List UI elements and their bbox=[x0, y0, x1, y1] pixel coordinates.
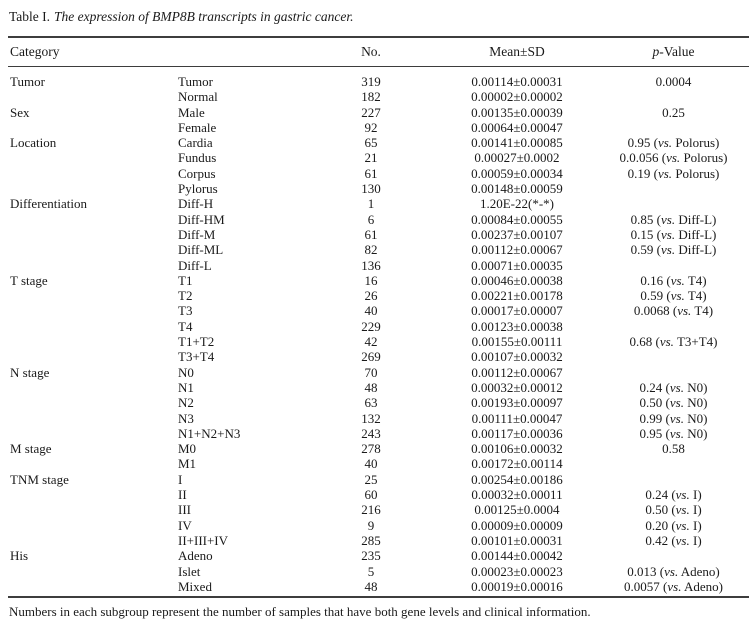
mean-sd-cell: 1.20E-22(*-*) bbox=[479, 196, 554, 212]
subcategory-cell: Tumor bbox=[178, 74, 213, 89]
subcategory-cell: N1 bbox=[178, 379, 194, 395]
table-row bbox=[8, 89, 749, 104]
p-value-cell: 0.95 (vs. Polorus) bbox=[627, 135, 720, 151]
table-row bbox=[8, 380, 749, 395]
subcategory-cell: T1+T2 bbox=[178, 334, 215, 350]
subcategory-cell: Male bbox=[178, 104, 205, 120]
table-row bbox=[8, 120, 749, 135]
p-value-cell: 0.50 (vs. N0) bbox=[639, 395, 708, 411]
mean-sd-cell: 0.00123±0.00038 bbox=[471, 318, 563, 334]
category-cell bbox=[8, 334, 178, 349]
count-cell: 61 bbox=[364, 165, 378, 181]
mean-sd-cell: 0.00125±0.0004 bbox=[474, 502, 560, 518]
table-row bbox=[8, 181, 749, 196]
mean-sd-cell: 0.00027±0.0002 bbox=[474, 150, 560, 166]
category-cell bbox=[8, 120, 178, 135]
subcategory-cell: M0 bbox=[178, 441, 197, 457]
p-value-cell: 0.95 (vs. N0) bbox=[639, 425, 708, 441]
p-value-cell: 0.85 (vs. Diff-L) bbox=[630, 211, 717, 227]
mean-sd-cell: 0.00107±0.00032 bbox=[471, 349, 563, 365]
table-row bbox=[8, 196, 749, 211]
count-cell: 60 bbox=[364, 487, 378, 503]
p-value-cell: 0.68 (vs. T3+T4) bbox=[629, 334, 718, 350]
table-title-text: The expression of BMP8B transcripts in gastric cancer. bbox=[54, 9, 354, 24]
p-value-cell bbox=[598, 258, 749, 273]
subcategory-cell: N1+N2+N3 bbox=[178, 425, 241, 441]
mean-sd-cell: 0.00019±0.00016 bbox=[471, 578, 563, 594]
category-cell bbox=[8, 319, 178, 334]
count-cell: 65 bbox=[364, 135, 378, 151]
table-row bbox=[8, 411, 749, 426]
table-row bbox=[8, 212, 749, 227]
subcategory-cell: Female bbox=[178, 119, 217, 135]
table-row bbox=[8, 395, 749, 410]
table-row bbox=[8, 426, 749, 441]
table-row bbox=[8, 288, 749, 303]
header-mean-sd: Mean±SD bbox=[489, 44, 545, 59]
category-cell bbox=[8, 212, 178, 227]
table-title bbox=[9, 9, 354, 25]
count-cell: 82 bbox=[364, 242, 378, 258]
subcategory-cell: M1 bbox=[178, 456, 197, 472]
count-cell: 235 bbox=[361, 548, 381, 564]
mean-sd-cell: 0.00023±0.00023 bbox=[471, 563, 563, 579]
mean-sd-cell: 0.00002±0.00002 bbox=[471, 89, 563, 105]
subcategory-cell: Fundus bbox=[178, 150, 217, 166]
p-value-cell bbox=[598, 120, 749, 135]
p-value-cell: 0.19 (vs. Polorus) bbox=[627, 165, 720, 181]
category-cell: M stage bbox=[10, 441, 52, 457]
count-cell: 278 bbox=[361, 441, 381, 457]
mean-sd-cell: 0.00254±0.00186 bbox=[471, 471, 563, 487]
subcategory-cell: Diff-H bbox=[178, 196, 214, 212]
data-table bbox=[8, 36, 749, 598]
count-cell: 182 bbox=[361, 89, 381, 105]
p-value-cell: 0.58 bbox=[662, 441, 685, 457]
mean-sd-cell: 0.00172±0.00114 bbox=[471, 456, 563, 472]
mean-sd-cell: 0.00032±0.00011 bbox=[471, 487, 563, 503]
category-cell: His bbox=[10, 548, 29, 564]
mean-sd-cell: 0.00112±0.00067 bbox=[471, 242, 563, 258]
p-value-cell: 0.24 (vs. I) bbox=[645, 487, 702, 503]
category-cell bbox=[8, 380, 178, 395]
category-cell bbox=[8, 411, 178, 426]
table-row bbox=[8, 242, 749, 257]
p-value-cell: 0.59 (vs. Diff-L) bbox=[630, 242, 717, 258]
p-value-cell bbox=[598, 349, 749, 364]
mean-sd-cell: 0.00155±0.00111 bbox=[471, 334, 563, 350]
subcategory-cell: Islet bbox=[178, 563, 201, 579]
mean-sd-cell: 0.00221±0.00178 bbox=[471, 288, 563, 304]
count-cell: 48 bbox=[364, 379, 378, 395]
p-value-cell bbox=[598, 472, 749, 487]
count-cell: 21 bbox=[364, 150, 378, 166]
count-cell: 269 bbox=[361, 349, 381, 365]
table-row bbox=[8, 518, 749, 533]
category-cell: Sex bbox=[10, 104, 30, 120]
mean-sd-cell: 0.00135±0.00039 bbox=[471, 104, 563, 120]
p-value-cell: 0.0068 (vs. T4) bbox=[633, 303, 714, 319]
category-cell bbox=[8, 487, 178, 502]
category-cell: N stage bbox=[10, 364, 50, 380]
mean-sd-cell: 0.00111±0.00047 bbox=[471, 410, 563, 426]
table-row bbox=[8, 349, 749, 364]
mean-sd-cell: 0.00064±0.00047 bbox=[471, 119, 563, 135]
table-row bbox=[8, 135, 749, 150]
header-category: Category bbox=[10, 44, 60, 59]
category-cell bbox=[8, 349, 178, 364]
count-cell: 9 bbox=[367, 517, 375, 533]
count-cell: 5 bbox=[367, 563, 375, 579]
count-cell: 1 bbox=[367, 196, 375, 212]
category-cell bbox=[8, 166, 178, 181]
p-value-cell: 0.013 (vs. Adeno) bbox=[627, 563, 720, 579]
table-footnote: Numbers in each subgroup represent the number of samples that have both gene levels and clinical information. bbox=[9, 604, 591, 619]
table-row bbox=[8, 227, 749, 242]
subcategory-cell: Mixed bbox=[178, 578, 212, 594]
p-value-cell: 0.42 (vs. I) bbox=[645, 532, 702, 548]
subcategory-cell: T3+T4 bbox=[178, 349, 215, 365]
mean-sd-cell: 0.00144±0.00042 bbox=[471, 548, 563, 564]
table-row bbox=[8, 319, 749, 334]
header-p-italic: p bbox=[652, 44, 660, 59]
table-row bbox=[8, 472, 749, 487]
subcategory-cell: N0 bbox=[178, 364, 194, 380]
p-value-cell: 0.25 bbox=[662, 104, 685, 120]
category-cell bbox=[8, 579, 178, 594]
count-cell: 63 bbox=[364, 395, 378, 411]
table-title-label: Table I. bbox=[9, 9, 51, 24]
mean-sd-cell: 0.00009±0.00009 bbox=[471, 517, 563, 533]
p-value-cell: 0.50 (vs. I) bbox=[645, 502, 702, 518]
p-value-cell: 0.59 (vs. T4) bbox=[640, 288, 707, 304]
mean-sd-cell: 0.00071±0.00035 bbox=[471, 257, 563, 273]
subcategory-cell: I bbox=[178, 471, 183, 487]
count-cell: 16 bbox=[364, 272, 378, 288]
p-value-cell bbox=[598, 319, 749, 334]
table-row bbox=[8, 105, 749, 120]
subcategory-cell: II bbox=[178, 487, 187, 503]
count-cell: 136 bbox=[361, 257, 381, 273]
category-cell bbox=[8, 242, 178, 257]
count-cell: 25 bbox=[364, 471, 378, 487]
table-row bbox=[8, 441, 749, 456]
table-row bbox=[8, 579, 749, 594]
mean-sd-cell: 0.00017±0.00007 bbox=[471, 303, 563, 319]
p-value-cell bbox=[598, 89, 749, 104]
subcategory-cell: III bbox=[178, 502, 191, 518]
table-row bbox=[8, 166, 749, 181]
subcategory-cell: Diff-HM bbox=[178, 211, 225, 227]
subcategory-cell: Diff-M bbox=[178, 226, 216, 242]
category-cell: T stage bbox=[10, 272, 48, 288]
count-cell: 92 bbox=[364, 119, 378, 135]
table-bottom-rule bbox=[8, 596, 749, 598]
p-value-cell: 0.99 (vs. N0) bbox=[639, 410, 708, 426]
table-body bbox=[8, 67, 749, 596]
mean-sd-cell: 0.00193±0.00097 bbox=[471, 395, 563, 411]
table-row bbox=[8, 258, 749, 273]
subcategory-cell: II+III+IV bbox=[178, 532, 229, 548]
p-value-cell: 0.20 (vs. I) bbox=[645, 517, 702, 533]
table-row bbox=[8, 150, 749, 165]
category-cell bbox=[8, 533, 178, 548]
p-value-cell: 0.16 (vs. T4) bbox=[640, 272, 707, 288]
table-row bbox=[8, 533, 749, 548]
category-cell bbox=[8, 288, 178, 303]
count-cell: 48 bbox=[364, 578, 378, 594]
mean-sd-cell: 0.00112±0.00067 bbox=[471, 364, 563, 380]
count-cell: 70 bbox=[364, 364, 378, 380]
subcategory-cell: Corpus bbox=[178, 165, 216, 181]
p-value-cell: 0.15 (vs. Diff-L) bbox=[630, 226, 717, 242]
mean-sd-cell: 0.00106±0.00032 bbox=[471, 441, 563, 457]
p-value-cell bbox=[598, 365, 749, 380]
subcategory-cell: N3 bbox=[178, 410, 194, 426]
mean-sd-cell: 0.00148±0.00059 bbox=[471, 181, 563, 197]
p-value-cell bbox=[598, 548, 749, 563]
category-cell bbox=[8, 426, 178, 441]
count-cell: 227 bbox=[361, 104, 381, 120]
table-row bbox=[8, 273, 749, 288]
count-cell: 42 bbox=[364, 334, 378, 350]
header-p-rest: -Value bbox=[659, 44, 695, 59]
category-cell bbox=[8, 502, 178, 517]
mean-sd-cell: 0.00141±0.00085 bbox=[471, 135, 563, 151]
count-cell: 40 bbox=[364, 456, 378, 472]
subcategory-cell: Diff-L bbox=[178, 257, 212, 273]
p-value-cell: 0.0004 bbox=[655, 74, 692, 89]
mean-sd-cell: 0.00059±0.00034 bbox=[471, 165, 563, 181]
header-no: No. bbox=[361, 44, 381, 59]
table-row bbox=[8, 564, 749, 579]
count-cell: 229 bbox=[361, 318, 381, 334]
p-value-cell: 0.24 (vs. N0) bbox=[639, 379, 708, 395]
subcategory-cell: IV bbox=[178, 517, 192, 533]
table-header-row bbox=[8, 38, 749, 66]
count-cell: 285 bbox=[361, 532, 381, 548]
subcategory-cell: Diff-ML bbox=[178, 242, 224, 258]
count-cell: 130 bbox=[361, 181, 381, 197]
table-row bbox=[8, 502, 749, 517]
p-value-cell: 0.0.056 (vs. Polorus) bbox=[619, 150, 728, 166]
category-cell bbox=[8, 89, 178, 104]
category-cell bbox=[8, 181, 178, 196]
category-cell: Location bbox=[10, 135, 57, 151]
category-cell bbox=[8, 395, 178, 410]
table-row bbox=[8, 487, 749, 502]
mean-sd-cell: 0.00046±0.00038 bbox=[471, 272, 563, 288]
table-row bbox=[8, 456, 749, 471]
subcategory-cell: Pylorus bbox=[178, 181, 218, 197]
mean-sd-cell: 0.00237±0.00107 bbox=[471, 226, 563, 242]
p-value-cell bbox=[598, 181, 749, 196]
category-cell: Tumor bbox=[10, 74, 45, 89]
p-value-cell: 0.0057 (vs. Adeno) bbox=[624, 578, 723, 594]
count-cell: 26 bbox=[364, 288, 378, 304]
mean-sd-cell: 0.00084±0.00055 bbox=[471, 211, 563, 227]
category-cell: TNM stage bbox=[10, 471, 69, 487]
subcategory-cell: Cardia bbox=[178, 135, 213, 151]
category-cell bbox=[8, 518, 178, 533]
header-p-value bbox=[598, 44, 749, 60]
mean-sd-cell: 0.00101±0.00031 bbox=[471, 532, 563, 548]
subcategory-cell: Normal bbox=[178, 89, 218, 105]
count-cell: 6 bbox=[367, 211, 375, 227]
category-cell bbox=[8, 150, 178, 165]
category-cell bbox=[8, 258, 178, 273]
mean-sd-cell: 0.00117±0.00036 bbox=[471, 425, 563, 441]
count-cell: 61 bbox=[364, 226, 378, 242]
category-cell bbox=[8, 303, 178, 318]
count-cell: 216 bbox=[361, 502, 381, 518]
mean-sd-cell: 0.00114±0.00031 bbox=[471, 74, 563, 89]
table-row bbox=[8, 548, 749, 563]
subcategory-cell: T2 bbox=[178, 288, 193, 304]
count-cell: 243 bbox=[361, 425, 381, 441]
table-row bbox=[8, 334, 749, 349]
subcategory-cell: N2 bbox=[178, 395, 194, 411]
category-cell bbox=[8, 564, 178, 579]
table-row bbox=[8, 74, 749, 89]
p-value-cell bbox=[598, 196, 749, 211]
table-row bbox=[8, 365, 749, 380]
table-row bbox=[8, 303, 749, 318]
count-cell: 40 bbox=[364, 303, 378, 319]
subcategory-cell: T3 bbox=[178, 303, 193, 319]
category-cell bbox=[8, 227, 178, 242]
subcategory-cell: T1 bbox=[178, 272, 193, 288]
category-cell bbox=[8, 456, 178, 471]
p-value-cell bbox=[598, 456, 749, 471]
subcategory-cell: T4 bbox=[178, 318, 193, 334]
count-cell: 319 bbox=[361, 74, 381, 89]
mean-sd-cell: 0.00032±0.00012 bbox=[471, 379, 563, 395]
subcategory-cell: Adeno bbox=[178, 548, 213, 564]
count-cell: 132 bbox=[361, 410, 381, 426]
category-cell: Differentiation bbox=[10, 196, 88, 212]
